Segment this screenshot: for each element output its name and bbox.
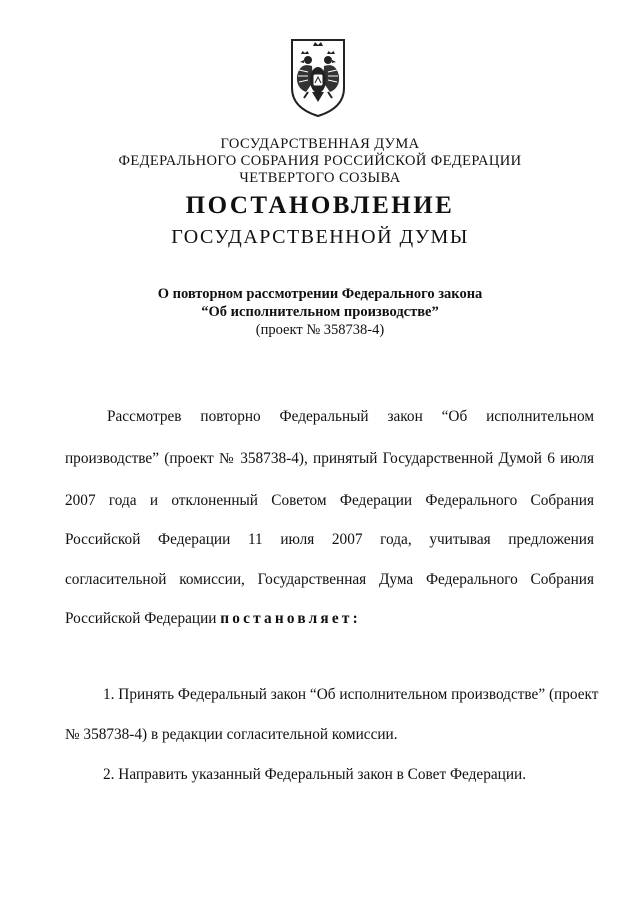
- subject-block: [0, 285, 640, 339]
- item-1-line-2: № 358738-4) в редакции согласительной комиссии.: [65, 726, 398, 743]
- item-2: 2. Направить указанный Федеральный закон в Совет Федерации.: [103, 766, 527, 783]
- preamble-line-3: 2007 года и отклоненный Советом Федерации Федерального Собрания: [65, 492, 594, 509]
- preamble-line-4: Российской Федерации 11 июля 2007 года, учитывая предложения: [65, 531, 594, 548]
- document-title: ПОСТАНОВЛЕНИЕ: [185, 192, 455, 219]
- preamble-line-1: Рассмотрев повторно Федеральный закон “Об исполнительном: [107, 408, 594, 425]
- org-line-3: ЧЕТВЕРТОГО СОЗЫВА: [239, 170, 401, 186]
- preamble-line-5: согласительной комиссии, Государственная Дума Федерального Собрания: [65, 571, 594, 588]
- preamble-last-text: Российской Федерации: [65, 610, 217, 627]
- preamble-line-2: производстве” (проект № 358738-4), принятый Государственной Думой 6 июля: [65, 450, 594, 467]
- item-1-line-1: 1. Принять Федеральный закон “Об исполнительном производстве” (проект: [103, 686, 599, 703]
- document-subtitle: ГОСУДАРСТВЕННОЙ ДУМЫ: [171, 226, 469, 248]
- resolves-keyword: постановляет:: [220, 610, 361, 627]
- issuing-body: [0, 136, 640, 187]
- subject-line-1: О повторном рассмотрении Федерального закона: [157, 286, 483, 302]
- coat-of-arms-emblem: [286, 36, 350, 118]
- preamble-line-6: [65, 610, 594, 628]
- org-line-2: ФЕДЕРАЛЬНОГО СОБРАНИЯ РОССИЙСКОЙ ФЕДЕРАЦИИ: [118, 153, 522, 169]
- subject-line-2: “Об исполнительном производстве”: [201, 304, 439, 320]
- bill-number: (проект № 358738-4): [255, 322, 385, 338]
- org-line-1: ГОСУДАРСТВЕННАЯ ДУМА: [220, 136, 420, 152]
